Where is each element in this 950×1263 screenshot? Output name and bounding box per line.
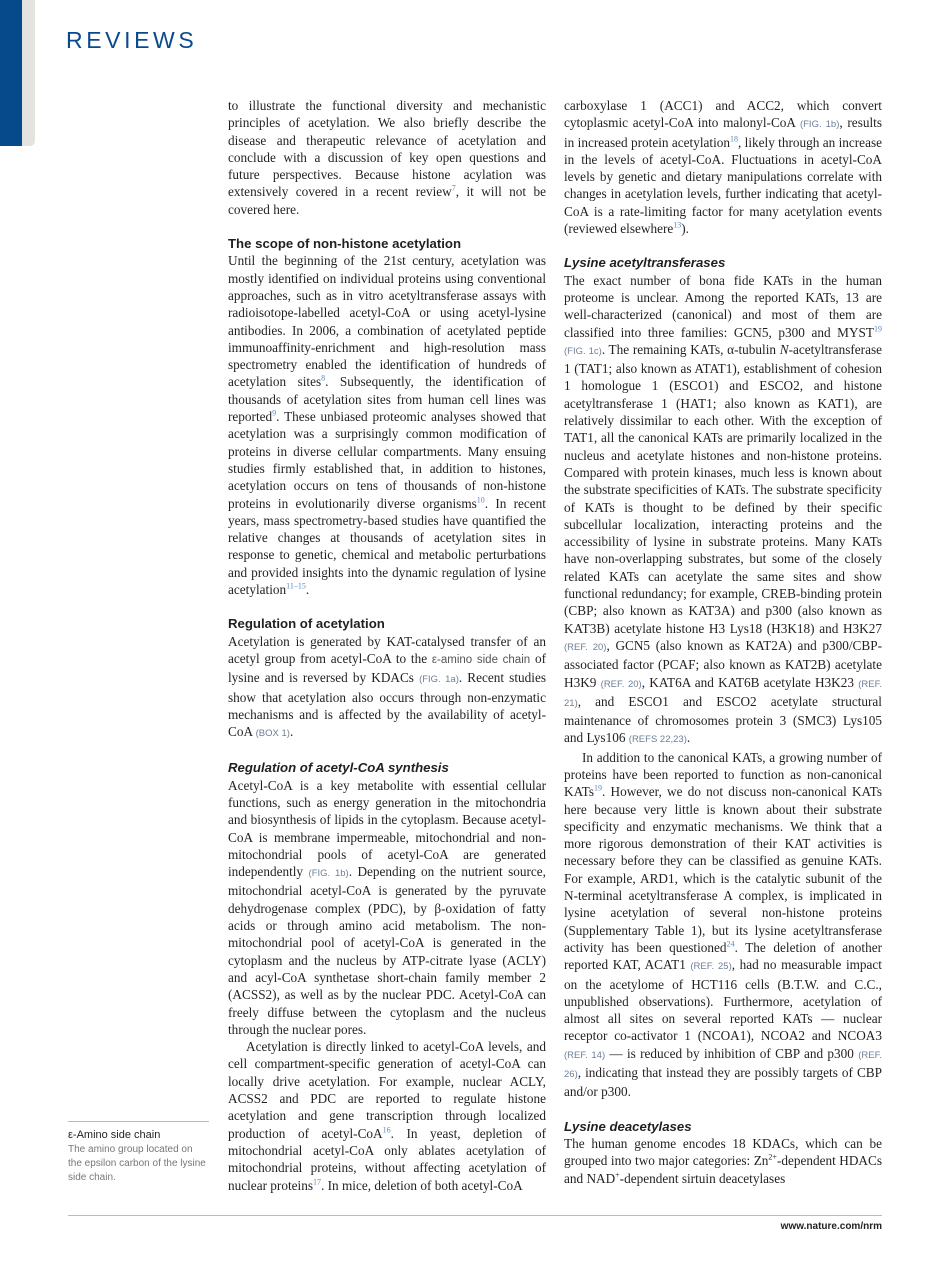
body-paragraph <box>228 1038 546 1194</box>
citation-superscript[interactable]: 7 <box>451 184 456 194</box>
text-run: , GCN5 (also known as KAT2A) and p300/CBP-associated factor (PCAF; also known as KAT2B) acetylate H3K9 <box>564 637 882 690</box>
italic-text: N <box>779 341 789 357</box>
text-run: . Depending on the nutrient source, mitochondrial acetyl-CoA is generated by the pyruvate dehydrogenase complex (PDC), by β-oxidation of fatty acids or through amino acid metabolism. The non-mitochondrial pool of acetyl-CoA is generated in the cytoplasm and the nucleus by ATP-citrate lyase (ACLY) and acyl-CoA synthetase short-chain family member 2 (ACSS2), as well as by the nuclear PDC. Acetyl-CoA can freely diffuse between the cytoplasm and the nucleus through the nuclear pores. <box>228 864 546 1037</box>
text-run: , it will not be covered here. <box>228 184 546 217</box>
citation-superscript[interactable]: 19 <box>594 783 602 793</box>
citation-superscript[interactable]: 13 <box>673 220 682 230</box>
figure-reference[interactable]: (FIG. 1a) <box>419 674 459 686</box>
figure-reference[interactable]: (REF. 20) <box>600 678 642 690</box>
figure-reference[interactable]: (REF. 20) <box>564 641 607 653</box>
citation-superscript[interactable]: 8 <box>321 374 326 384</box>
text-run: . Subsequently, the identification of thousands of acetylation sites from human cell lines was reported <box>228 374 546 425</box>
citation-superscript[interactable]: 17 <box>313 1177 321 1187</box>
footer-divider <box>68 1215 882 1216</box>
footer-url: www.nature.com/nrm <box>780 1221 882 1232</box>
section-heading <box>564 254 882 271</box>
text-run: . The remaining KATs, α-tubulin <box>601 341 780 357</box>
text-run: to illustrate the functional diversity and mechanistic principles of acetylation. We also briefly describe the disease and therapeutic relevance of acetylation and conclude with a discussion of key open questions and future perspectives. Because histone acylation was extensively covered in a recent review <box>228 98 546 200</box>
figure-reference[interactable]: (REF. 14) <box>564 1049 606 1061</box>
body-paragraph <box>228 97 546 218</box>
text-run: . Recent studies show that acetylation also occurs through non-enzymatic mechanisms and is affected by the availability of acetyl-CoA <box>228 670 546 740</box>
text-run: -dependent sirtuin deacetylases <box>619 1170 786 1186</box>
text-run: . These unbiased proteomic analyses showed that acetylation was a surprisingly common modification of proteins in diverse cellular compartments. Many ensuing studies firmly established that, in addition to histones, acetylation occurs on tens of thousands of non-histone proteins in evolutionarily diverse organisms <box>228 409 546 511</box>
section-heading <box>228 235 546 252</box>
section-tab-shade <box>22 0 35 146</box>
figure-reference[interactable]: (REF. 21) <box>564 678 883 709</box>
text-run: Acetylation is generated by KAT-catalysed transfer of an acetyl group from acetyl-CoA to the <box>228 633 546 666</box>
text-run: — is reduced by inhibition of CBP and p300 <box>605 1045 859 1061</box>
citation-superscript[interactable]: 24 <box>726 939 735 949</box>
text-run: The exact number of bona fide KATs in the human proteome is unclear. Among the reported KATs, 13 are well-characterized (canonical) and most of them are classified into three families: GCN5, p300 and MYST <box>564 272 882 340</box>
body-paragraph <box>564 749 882 1101</box>
citation-superscript[interactable]: 18 <box>730 134 739 144</box>
body-paragraph <box>564 1135 882 1187</box>
glossary-box <box>68 1121 209 1185</box>
text-run: . In recent years, mass spectrometry-based studies have quantified the relative changes at thousands of acetylation sites in response to genetic, chemical and metabolic perturbations and provided insights into the dynamic regulation of lysine acetylation <box>228 495 546 598</box>
right-column <box>564 97 882 1187</box>
text-run: , results in increased protein acetylation <box>564 115 882 150</box>
text-run: , had no measurable impact on the acetylome of HCT116 cells (B.T.W. and C.C., unpublished observations). Furthermore, acetylation of almost all sites on several reported KATs — nuclear receptor co-activator 1 (NCOA1), NCOA2 and NCOA3 <box>564 957 882 1044</box>
text-run: carboxylase 1 (ACC1) and ACC2, which convert cytoplasmic acetyl-CoA into malonyl-CoA <box>564 98 882 131</box>
text-run: . <box>305 582 310 598</box>
citation-superscript[interactable]: 9 <box>272 408 277 418</box>
left-column <box>228 97 546 1194</box>
text-run: . In mice, deletion of both acetyl-CoA <box>321 1177 523 1193</box>
figure-reference[interactable]: (REF. 26) <box>564 1049 882 1081</box>
figure-reference[interactable]: (BOX 1) <box>255 728 290 740</box>
text-run: Regulation of acetyl-CoA synthesis <box>228 760 449 776</box>
figure-reference[interactable]: (FIG. 1b) <box>308 868 349 880</box>
text-run: of lysine and is reversed by KDACs <box>228 650 546 686</box>
glossary-definition: The amino group located on the epsilon carbon of the lysine side chain. <box>68 1144 206 1183</box>
section-heading <box>228 759 546 776</box>
body-paragraph <box>228 252 546 598</box>
text-run: In addition to the canonical KATs, a growing number of proteins have been reported to function as non-canonical KATs <box>564 749 882 800</box>
glossary-term: ε-Amino side chain <box>68 1129 161 1141</box>
section-heading <box>564 1118 882 1135</box>
body-paragraph <box>228 777 546 1038</box>
text-run: Acetylation is directly linked to acetyl-CoA levels, and cell compartment-specific generation of acetyl-CoA can locally drive acetylation. For example, nuclear ACLY, ACSS2 and PDC are reported to regulate histone acetylation and gene transcription through localized production of acetyl-CoA <box>228 1039 546 1141</box>
figure-reference[interactable]: (REF. 25) <box>690 961 732 973</box>
figure-reference[interactable]: (FIG. 1c) <box>564 345 602 357</box>
text-run: Acetyl-CoA is a key metabolite with essential cellular functions, such as energy generation in the mitochondria and biosynthesis of lipids in the cytoplasm. Because acetyl-CoA is membrane impermeable, mitochondrial and non-mitochondrial pools of acetyl-CoA are generated independently <box>228 777 546 880</box>
text-run: Lysine acetyltransferases <box>564 255 726 271</box>
citation-superscript[interactable]: 19 <box>874 324 882 334</box>
text-run: . In yeast, depletion of mitochondrial acetyl-CoA only ablates acetylation of mitochondrial proteins, without affecting acetylation of nuclear proteins <box>228 1125 546 1193</box>
section-heading <box>228 615 546 632</box>
text-run: Regulation of acetylation <box>228 616 385 632</box>
citation-superscript[interactable]: 16 <box>382 1125 391 1135</box>
text-run: , KAT6A and KAT6B acetylate H3K23 <box>641 674 859 690</box>
figure-reference[interactable]: (FIG. 1b) <box>799 119 840 131</box>
section-label: REVIEWS <box>66 27 198 53</box>
superscript: 2+ <box>768 1152 777 1162</box>
text-run: , and ESCO1 and ESCO2 acetylate structural maintenance of chromosomes protein 3 (SMC3) Lys105 and Lys106 <box>564 693 882 746</box>
superscript: + <box>615 1170 620 1180</box>
text-run: The scope of non-histone acetylation <box>228 236 462 252</box>
text-run: , likely through an increase in the levels of acetyl-CoA. Fluctuations in acetyl-CoA levels by genetic and dietary manipulations correlate with changes in acetylation levels, further indicating that acetyl-CoA is a rate-limiting factor for many acetylation events (reviewed elsewhere <box>564 134 882 237</box>
text-run: . <box>289 724 294 740</box>
text-run: . <box>686 730 691 746</box>
text-run: -dependent HDACs and NAD <box>564 1153 882 1186</box>
text-run: Until the beginning of the 21st century, acetylation was mostly identified on individual proteins using conventional approaches, such as in vitro acetyltransferase assays with radioisotope-labelled acetyl-CoA or using acetyl-lysine antibodies. In 2006, a combination of acetylated peptide immunoaffinity-enrichment and high-resolution mass spectrometry enabled the identification of hundreds of acetylation sites <box>228 253 546 390</box>
text-run: -acetyltransferase 1 (TAT1; also known as ATAT1), establishment of cohesion 1 homologue 1 (ESCO1) and ESCO2, and histone acetyltransferase 1 (HAT1; also known as KAT1), are relatively dissimilar to each other. With the exception of TAT1, all the canonical KATs are primarily localized in the nucleus and acetylate histones and non-histone proteins. Compared with protein kinases, much less is known about the substrate specificities of KATs. The substrate specificity of KATs is thought to be defined by their specific subcellular localization, interacting proteins and the accessibility of lysine in substrate proteins. Many KATs have non-overlapping substrates, but some of the closely related KATs can acetylate the same sites and show functional redundancy; for example, CREB-binding protein (CBP; also known as KAT3A) and p300 (also known as KAT3B) acetylate histone H3 Lys18 (H3K18) and H3K27 <box>564 341 882 636</box>
text-run: . The deletion of another reported KAT, ACAT1 <box>564 939 882 973</box>
body-paragraph <box>564 97 882 237</box>
section-color-bar <box>0 0 22 146</box>
text-run: Lysine deacetylases <box>564 1118 692 1134</box>
body-paragraph <box>564 272 882 749</box>
text-run: . However, we do not discuss non-canonical KATs here because very little is known about their substrate specificity and enzymatic mechanisms. We think that a more rigorous demonstration of their KAT activities is necessary before they can be classified as genuine KATs. For example, ARD1, which is the catalytic subunit of the N-terminal acetyltransferase A complex, is implicated in lysine acetylation of several non-histone proteins (Supplementary Table 1), but its lysine acetyltransferase activity has been questioned <box>564 784 882 955</box>
citation-superscript[interactable]: 11–15 <box>286 581 306 591</box>
text-run: ). <box>681 221 689 237</box>
figure-reference[interactable]: (REFS 22,23) <box>628 734 687 746</box>
text-run: The human genome encodes 18 KDACs, which can be grouped into two major categories: Zn <box>564 1135 882 1169</box>
text-run: , indicating that instead they are possibly targets of CBP and/or p300. <box>564 1065 882 1100</box>
glossary-term-link[interactable]: ε-amino side chain <box>431 653 531 666</box>
citation-superscript[interactable]: 10 <box>476 495 485 505</box>
body-paragraph <box>228 633 546 743</box>
